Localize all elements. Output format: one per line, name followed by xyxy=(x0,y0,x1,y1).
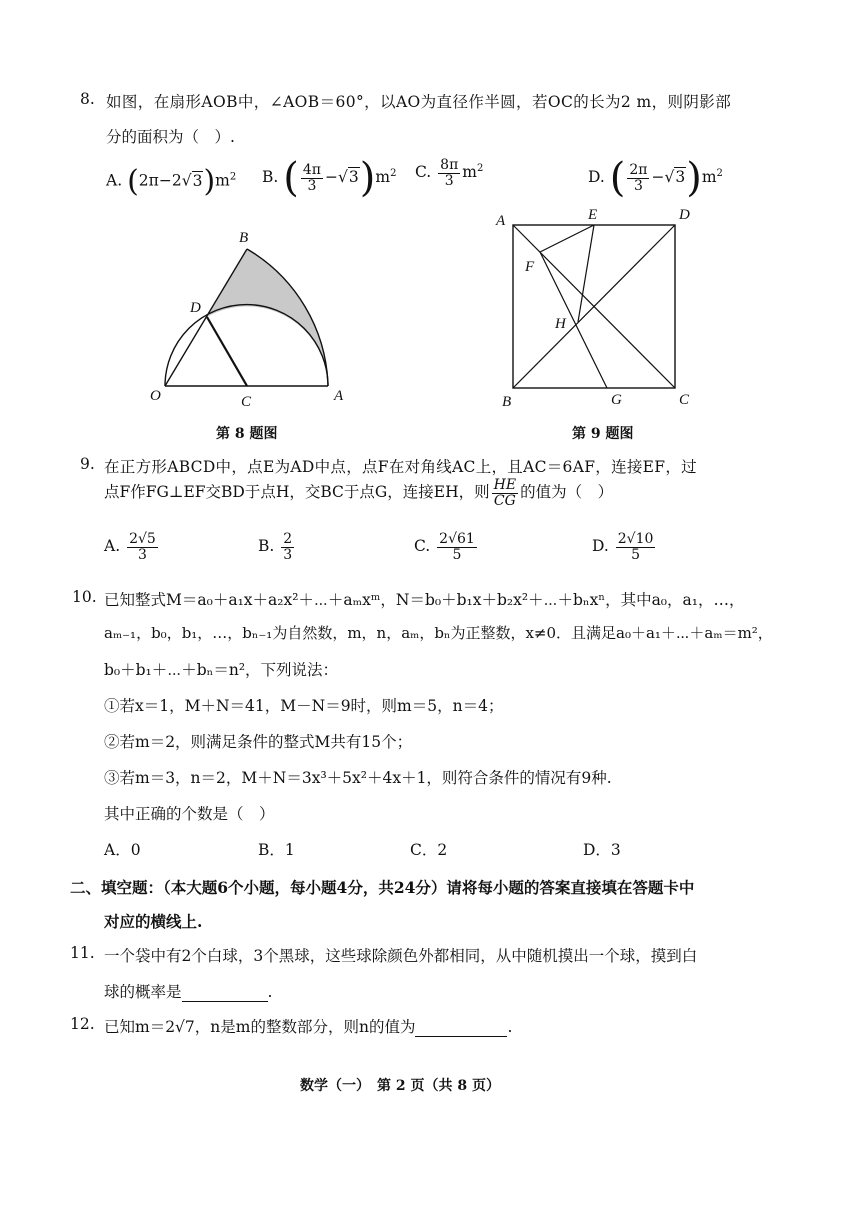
q9-option-b: B. $\frac{2}{3}$ xyxy=(258,531,293,563)
fig8-label-b: B xyxy=(239,230,249,246)
q9-stem-line2-end: 的值为（ ） xyxy=(520,483,614,502)
q10-stem-line1: 已知整式M＝a₀＋a₁x＋a₂x²＋⋯＋aₘxᵐ，N＝b₀＋b₁x＋b₂x²＋⋯＋bₙxⁿ，其中a₀，a₁，…， xyxy=(104,591,745,609)
fig9-label-a: A xyxy=(496,213,506,229)
q8-stem-line2: 分的面积为（ ）. xyxy=(106,128,235,146)
q11-stem-line2-text: 球的概率是 xyxy=(104,983,182,1001)
fig8-shaded-region xyxy=(207,249,328,386)
fig9-label-g: G xyxy=(611,392,622,408)
q9-option-c: C. $\frac{2√61}{5}$ xyxy=(414,531,475,563)
q10-question: 其中正确的个数是（ ） xyxy=(104,805,275,823)
q12-stem-text: 已知m＝2√7，n是m的整数部分，则n的值为 xyxy=(104,1018,416,1036)
fig8-label-a: A xyxy=(334,388,344,404)
figure-9 xyxy=(490,203,700,413)
figure-8 xyxy=(140,222,360,412)
q8-option-a: A. $(2\pi-2√3)m^2$ xyxy=(106,164,237,199)
fig8-label-c: C xyxy=(241,394,252,410)
q12-period: . xyxy=(507,1018,513,1036)
q8-option-b: B. ( $\frac{4\pi}{3}$ $-√3)m^2$ xyxy=(262,155,397,201)
q9-stem-line1: 在正方形ABCD中，点E为AD中点，点F在对角线AC上，且AC＝6AF，连接EF，过 xyxy=(104,458,697,476)
q12-stem xyxy=(104,1015,512,1037)
q9-stem-line2 xyxy=(104,478,613,508)
fig9-label-d: D xyxy=(679,207,690,223)
q8-stem-line1: 如图，在扇形AOB中，∠AOB＝60°，以AO为直径作半圆，若OC的长为2 m，则阴影部 xyxy=(106,93,732,111)
q11-answer-blank[interactable] xyxy=(182,983,268,1002)
q10-statement-1: ①若x＝1，M＋N＝41，M－N＝9时，则m＝5，n＝4； xyxy=(104,697,504,715)
q9-ratio-denominator: CG xyxy=(493,492,516,509)
q12-answer-blank[interactable] xyxy=(415,1018,507,1037)
figure-9-caption: 第 9 题图 xyxy=(572,426,634,442)
q11-number: 11. xyxy=(70,944,95,962)
q10-option-b: B．1 xyxy=(258,841,295,859)
q10-stem-line2: aₘ₋₁，b₀，b₁，…，bₙ₋₁为自然数，m，n，aₘ，bₙ为正整数，x≠0．且满足a₀＋a₁＋⋯＋aₘ＝m²， xyxy=(104,624,773,642)
q10-option-d: D．3 xyxy=(583,841,621,859)
q8-option-c: C. $\frac{8\pi}{3}$ $m^2$ xyxy=(415,157,484,189)
q8-number: 8. xyxy=(80,90,95,108)
q11-period: . xyxy=(267,983,273,1001)
q11-stem-line2 xyxy=(104,980,272,1002)
q11-stem-line1: 一个袋中有2个白球，3个黑球，这些球除颜色外都相同，从中随机摸出一个球，摸到白 xyxy=(104,947,698,965)
fig9-label-b: B xyxy=(502,394,512,410)
q10-option-c: C．2 xyxy=(410,841,448,859)
fig8-label-o: O xyxy=(150,388,161,404)
page-footer: 数学（一） 第 2 页（共 8 页） xyxy=(300,1078,500,1094)
fig9-label-c: C xyxy=(679,392,690,408)
q10-number: 10. xyxy=(72,588,97,606)
q8-option-d: D. ( $\frac{2\pi}{3}$ $-√3)m^2$ xyxy=(588,155,723,201)
q9-option-d: D. $\frac{2√10}{5}$ xyxy=(592,531,654,563)
q10-statement-3: ③若m＝3，n＝2，M＋N＝3x³＋5x²＋4x＋1，则符合条件的情况有9种. xyxy=(104,769,612,787)
section-2-heading: 二、填空题：（本大题6个小题，每小题4分，共24分）请将每小题的答案直接填在答题卡中 xyxy=(70,878,695,897)
q10-statement-2: ②若m＝2，则满足条件的整式M共有15个； xyxy=(104,733,413,751)
q12-number: 12. xyxy=(70,1015,95,1033)
q9-number: 9. xyxy=(80,455,95,473)
fig9-label-f: F xyxy=(525,259,535,275)
fig9-label-h: H xyxy=(555,316,566,332)
section-2-heading-line2: 对应的横线上. xyxy=(104,912,203,931)
q10-stem-line3: b₀＋b₁＋⋯＋bₙ＝n²，下列说法： xyxy=(104,661,339,679)
q9-stem-line2-text: 点F作FG⊥EF交BD于点H，交BC于点G，连接EH，则 xyxy=(104,483,490,502)
q9-option-a: A. $\frac{2√5}{3}$ xyxy=(104,531,156,563)
q9-ratio-numerator: HE xyxy=(493,477,517,493)
fig8-label-d: D xyxy=(190,300,201,316)
fig9-label-e: E xyxy=(588,207,598,223)
figure-8-caption: 第 8 题图 xyxy=(216,426,278,442)
q10-option-a: A．0 xyxy=(104,841,141,859)
